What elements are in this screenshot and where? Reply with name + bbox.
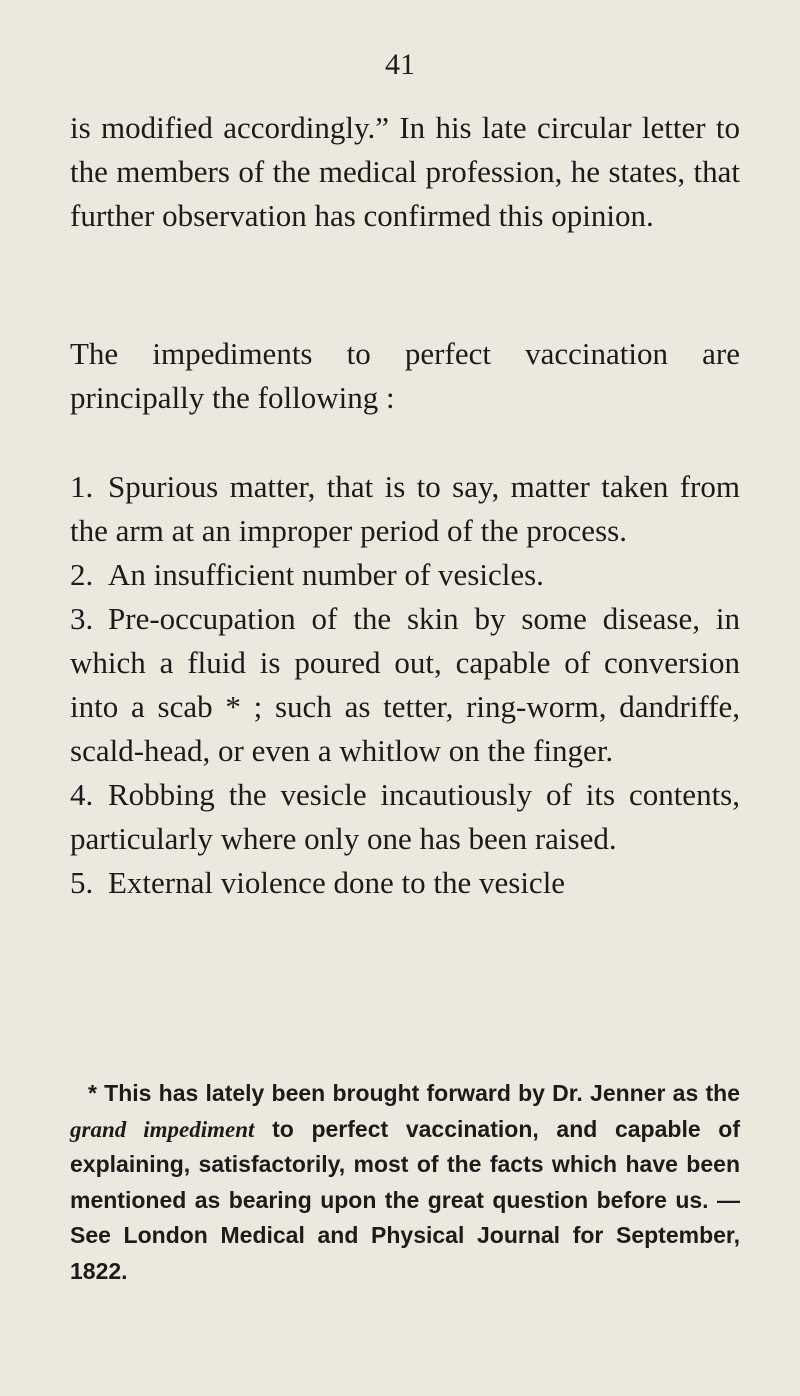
footnote-text bbox=[70, 1076, 740, 1289]
paragraph-impediments-intro bbox=[70, 332, 740, 420]
list-item-number: 2. bbox=[70, 557, 94, 592]
footnote-text-before: * This has lately been brought forward by Dr. Jenner as the bbox=[88, 1080, 740, 1106]
list-item-text: Pre-occupation of the skin by some disease, in which a fluid is poured out, capable of conversion into a scab * ; such as tetter, ring-worm, dandriffe, scald-head, or even a whitlow on the finger. bbox=[70, 601, 740, 768]
footnote-emphasis: grand impediment bbox=[70, 1116, 255, 1142]
list-item-text: External violence done to the vesicle bbox=[108, 865, 566, 900]
list-item-text: An insufficient number of vesicles. bbox=[108, 557, 544, 592]
list-item bbox=[70, 861, 740, 905]
list-item bbox=[70, 597, 740, 773]
page-number: 41 bbox=[385, 48, 415, 81]
paragraph-text: The impediments to perfect vaccination are principally the following : bbox=[70, 336, 740, 415]
paragraph-text: is modified accordingly.” In his late circular letter to the members of the medical profession, he states, that further observation has confirmed this opinion. bbox=[70, 110, 740, 233]
list-item-text: Spurious matter, that is to say, matter taken from the arm at an improper period of the process. bbox=[70, 469, 740, 548]
list-item bbox=[70, 773, 740, 861]
list-item-text: Robbing the vesicle incautiously of its contents, particularly where only one has been raised. bbox=[70, 777, 740, 856]
list-item bbox=[70, 553, 740, 597]
impediments-list bbox=[70, 465, 740, 905]
footnote-text-after: to perfect vaccination, and capable of explaining, satisfactorily, most of the facts which have been mentioned as bearing upon the great question before us. — See London Medical and Physical Journal for September, 1822. bbox=[70, 1115, 741, 1284]
paragraph-continued bbox=[70, 106, 740, 238]
list-item-number: 5. bbox=[70, 865, 94, 900]
footnote bbox=[70, 1076, 740, 1289]
list-item-number: 1. bbox=[70, 469, 94, 504]
list-item-number: 4. bbox=[70, 777, 94, 812]
list-item-number: 3. bbox=[70, 601, 94, 636]
list-item bbox=[70, 465, 740, 553]
